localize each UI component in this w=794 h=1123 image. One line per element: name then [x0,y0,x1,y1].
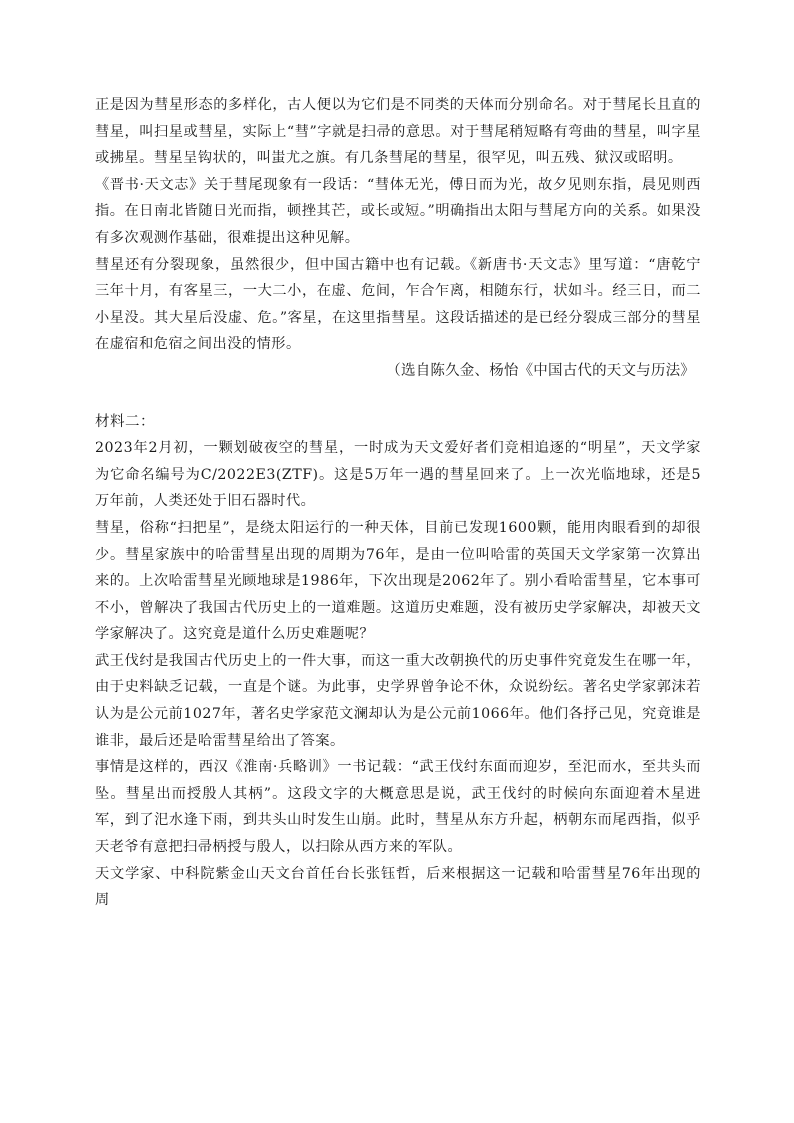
paragraph: 《晋书·天文志》关于彗尾现象有一段话：“彗体无光，傅日而为光，故夕见则东指，晨见则西指。在日南北皆随日光而指，顿挫其芒，或长或短。”明确指出太阳与彗尾方向的关系。如果没有多次观测作基础，很难提出这种见解。 [95,176,701,246]
paragraph: 正是因为彗星形态的多样化，古人便以为它们是不同类的天体而分别命名。对于彗尾长且直的彗星，叫扫星或彗星，实际上“彗”字就是扫帚的意思。对于彗尾稍短略有弯曲的彗星，叫字星或拂星。彗星呈钩状的，叫蚩尤之旗。有几条彗尾的彗星，很罕见，叫五残、狱汉或昭明。 [95,97,701,167]
paragraph: 事情是这样的，西汉《淮南·兵略训》一书记载：“武王伐纣东面而迎岁，至汜而水，至共头而坠。彗星出而授殷人其柄”。这段文字的大概意思是说，武王伐纣的时候向东面迎着木星进军，到了汜水逢下雨，到共头山时发生山崩。此时，彗星从东方升起，柄朝东而尾西指，似乎天老爷有意把扫帚柄授与殷人，以扫除从西方来的军队。 [95,759,701,856]
paragraph: 彗星还有分裂现象，虽然很少，但中国古籍中也有记载。《新唐书·天文志》里写道：“唐乾宁三年十月，有客星三，一大二小，在虚、危间，乍合乍离，相随东行，状如斗。经三日，而二小星没。其大星后没虚、危。”客星，在这里指彗星。这段话描述的是已经分裂成三部分的彗星在虚宿和危宿之间出没的情形。 [95,256,701,353]
paragraph: 天文学家、中科院紫金山天文台首任台长张钰哲，后来根据这一记载和哈雷彗星76年出现的周 [95,865,701,909]
section-heading: 材料二： [95,413,155,430]
paragraph: 2023年2月初，一颗划破夜空的彗星，一时成为天文爱好者们竞相追逐的“明星”，天文学家为它命名编号为C/2022E3(ZTF)。这是5万年一遇的彗星回来了。上一次光临地球，还是5万年前，人类还处于旧石器时代。 [95,440,701,510]
paragraph: 武王伐纣是我国古代历史上的一件大事，而这一重大改朝换代的历史事件究竟发生在哪一年，由于史料缺乏记载，一直是个谜。为此事，史学界曾争论不休，众说纷纭。著名史学家郭沫若认为是公元前1027年，著名史学家范文澜却认为是公元前1066年。他们各抒己见，究竟谁是谁非，最后还是哈雷彗星给出了答案。 [95,652,701,749]
paragraph: 彗星，俗称“扫把星”，是绕太阳运行的一种天体，目前已发现1600颗，能用肉眼看到的却很少。彗星家族中的哈雷彗星出现的周期为76年，是由一位叫哈雷的英国天文学家第一次算出来的。上次哈雷彗星光顾地球是1986年，下次出现是2062年了。别小看哈雷彗星，它本事可不小，曾解决了我国古代历史上的一道难题。这道历史难题，没有被历史学家解决，却被天文学家解决了。这究竟是道什么历史难题呢？ [95,519,701,643]
document-page [95,92,701,914]
source-citation: （选自陈久金、杨怡《中国古代的天文与历法》 [386,362,695,379]
